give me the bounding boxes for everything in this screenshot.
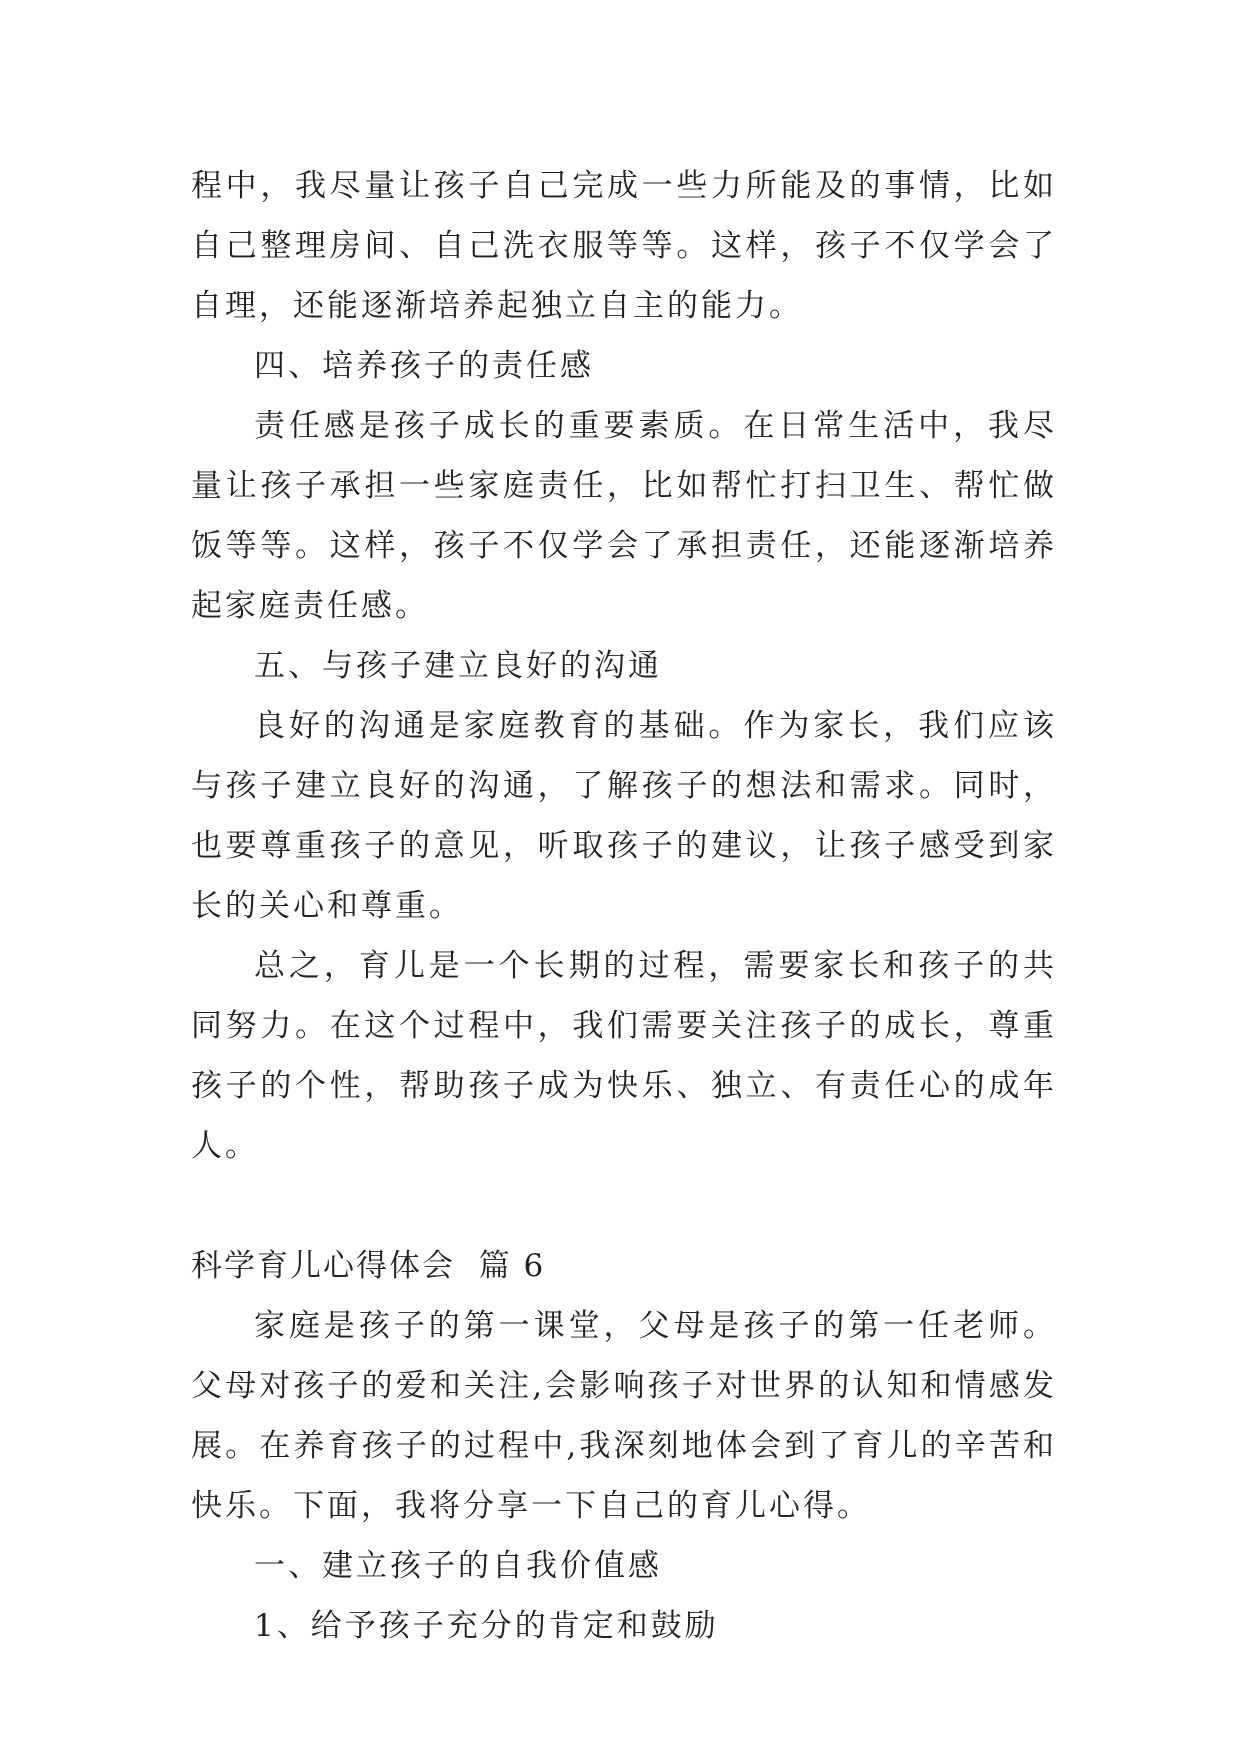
- document-body: [191, 156, 1057, 1656]
- paragraph-continuation: 程中，我尽量让孩子自己完成一些力所能及的事情，比如自己整理房间、自己洗衣服等等。这样，孩子不仅学会了自理，还能逐渐培养起独立自主的能力。: [191, 168, 1057, 324]
- article-title: 科学育儿心得体会 篇 6: [191, 1248, 546, 1284]
- paragraph-intro: 家庭是孩子的第一课堂，父母是孩子的第一任老师。父母对孩子的爱和关注,会影响孩子对世界的认知和情感发展。在养育孩子的过程中,我深刻地体会到了育儿的辛苦和快乐。下面，我将分享一下自己的育儿心得。: [191, 1308, 1057, 1524]
- section-heading-communication: 五、与孩子建立良好的沟通: [254, 648, 662, 684]
- section-heading-responsibility: 四、培养孩子的责任感: [254, 348, 594, 384]
- paragraph-communication: 良好的沟通是家庭教育的基础。作为家长，我们应该与孩子建立良好的沟通，了解孩子的想法和需求。同时，也要尊重孩子的意见，听取孩子的建议，让孩子感受到家长的关心和尊重。: [191, 708, 1057, 924]
- paragraph-conclusion: 总之，育儿是一个长期的过程，需要家长和孩子的共同努力。在这个过程中，我们需要关注孩子的成长，尊重孩子的个性，帮助孩子成为快乐、独立、有责任心的成年人。: [191, 948, 1057, 1164]
- section-heading-self-worth: 一、建立孩子的自我价值感: [254, 1548, 662, 1584]
- subsection-heading-affirmation: 1、给予孩子充分的肯定和鼓励: [254, 1608, 719, 1644]
- paragraph-responsibility: 责任感是孩子成长的重要素质。在日常生活中，我尽量让孩子承担一些家庭责任，比如帮忙打扫卫生、帮忙做饭等等。这样，孩子不仅学会了承担责任，还能逐渐培养起家庭责任感。: [191, 408, 1057, 624]
